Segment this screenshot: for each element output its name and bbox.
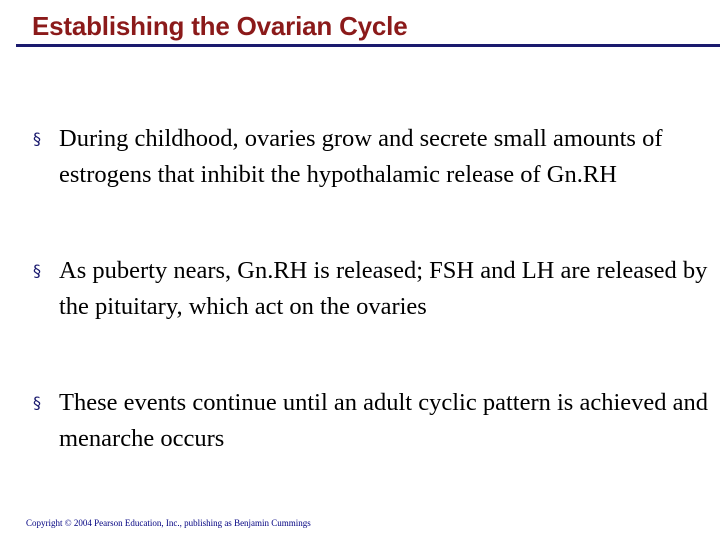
bullet-item-3 [33,385,713,457]
bullet-marker-icon: § [33,129,41,148]
title-underline [16,44,720,47]
bullet-marker-icon: § [33,393,41,412]
slide-title: Establishing the Ovarian Cycle [32,11,408,41]
bullet-item-2 [33,253,713,325]
bullet-text: During childhood, ovaries grow and secrete small amounts of estrogens that inhibit the hypothalamic release of Gn.RH [59,125,663,188]
bullet-marker-icon: § [33,261,41,280]
bullet-text: These events continue until an adult cyclic pattern is achieved and menarche occurs [59,389,709,452]
copyright-footer: Copyright © 2004 Pearson Education, Inc., publishing as Benjamin Cummings [26,518,311,528]
bullet-item-1 [33,121,713,193]
bullet-text: As puberty nears, Gn.RH is released; FSH and LH are released by the pituitary, which act on the ovaries [59,257,708,320]
